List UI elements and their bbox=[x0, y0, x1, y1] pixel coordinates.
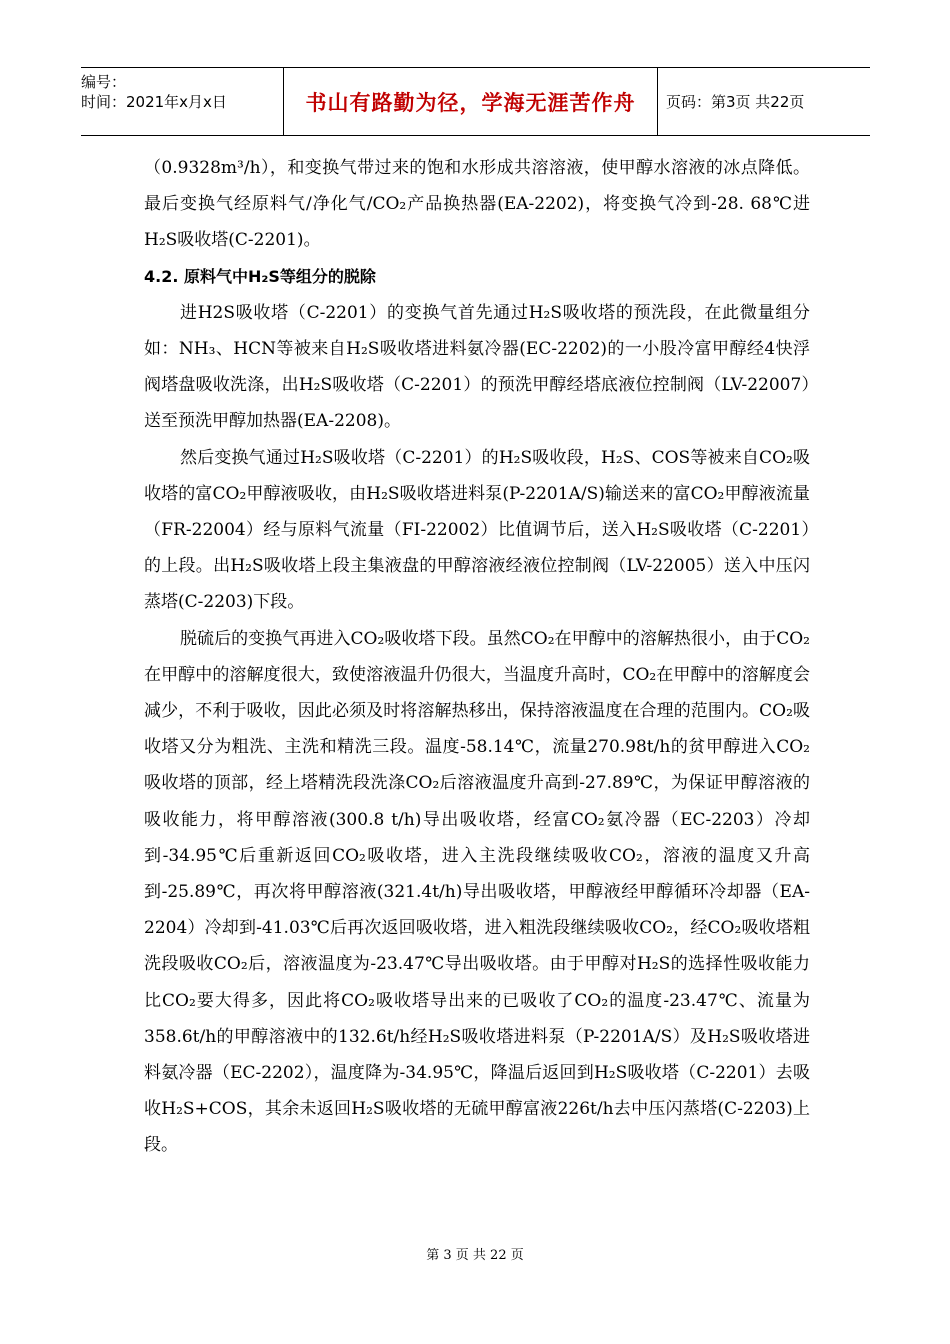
header-page-info: 页码：第3页 共22页 bbox=[666, 93, 805, 111]
paragraph-4: 脱硫后的变换气再进入CO₂吸收塔下段。虽然CO₂在甲醇中的溶解热很小，由于CO₂在甲醇中的溶解度很大，致使溶液温升仍很大，当温度升高时，CO₂在甲醇中的溶解度会减少，不利于吸收，因此必须及时将溶解热移出，保持溶液温度在合理的范围内。CO₂吸收塔又分为粗洗、主洗和精洗三段。温度-58.14℃，流量270.98t/h的贫甲醇进入CO₂吸收塔的顶部，经上塔精洗段洗涤CO₂后溶液温度升高到-27.89℃，为保证甲醇溶液的吸收能力，将甲醇溶液(300.8 t/h)导出吸收塔，经富CO₂氨冷器（EC-2203）冷却到-34.95℃后重新返回CO₂吸收塔，进入主洗段继续吸收CO₂，溶液的温度又升高到-25.89℃，再次将甲醇溶液(321.4t/h)导出吸收塔，甲醇液经甲醇循环冷却器（EA-2204）冷却到-41.03℃后再次返回吸收塔，进入粗洗段继续吸收CO₂，经CO₂吸收塔粗洗段吸收CO₂后，溶液温度为-23.47℃导出吸收塔。由于甲醇对H₂S的选择性吸收能力比CO₂要大得多，因此将CO₂吸收塔导出来的已吸收了CO₂的温度-23.47℃、流量为358.6t/h的甲醇溶液中的132.6t/h经H₂S吸收塔进料泵（P-2201A/S）及H₂S吸收塔进料氨冷器（EC-2202），温度降为-34.95℃，降温后返回到H₂S吸收塔（C-2201）去吸收H₂S+COS，其余未返回H₂S吸收塔的无硫甲醇富液226t/h去中压闪蒸塔(C-2203)上段。 bbox=[144, 628, 810, 1156]
section-heading-4-2: 4.2. 原料气中H₂S等组分的脱除 bbox=[144, 266, 376, 286]
paragraph-2: 进H2S吸收塔（C-2201）的变换气首先通过H₂S吸收塔的预洗段，在此微量组分如：NH₃、HCN等被来自H₂S吸收塔进料氨冷器(EC-2202)的一小股冷富甲醇经4快浮阀塔盘吸收洗涤，出H₂S吸收塔（C-2201）的预洗甲醇经塔底液位控制阀（LV-22007）送至预洗甲醇加热器(EA-2208)。 bbox=[144, 302, 810, 432]
page-footer: 第 3 页 共 22 页 bbox=[426, 1248, 524, 1263]
document-number-label: 编号： bbox=[81, 73, 127, 91]
paragraph-3: 然后变换气通过H₂S吸收塔（C-2201）的H₂S吸收段，H₂S、COS等被来自CO₂吸收塔的富CO₂甲醇液吸收，由H₂S吸收塔进料泵(P-2201A/S)输送来的富CO₂甲醇液流量（FR-22004）经与原料气流量（FI-22002）比值调节后，送入H₂S吸收塔（C-2201）的上段。出H₂S吸收塔上段主集液盘的甲醇溶液经液位控制阀（LV-22005）送入中压闪蒸塔(C-2203)下段。 bbox=[144, 447, 810, 613]
header-meta bbox=[81, 68, 284, 135]
document-body bbox=[144, 150, 810, 1164]
paragraph-1: （0.9328m³/h），和变换气带过来的饱和水形成共溶溶液，使甲醇水溶液的冰点降低。最后变换气经原料气/净化气/CO₂产品换热器(EA-2202)，将变换气冷到-28. 68℃进H₂S吸收塔(C-2201)。 bbox=[144, 158, 810, 251]
page-header bbox=[81, 67, 870, 136]
document-time-label: 时间：2021年x月x日 bbox=[81, 93, 227, 111]
header-motto: 书山有路勤为径，学海无涯苦作舟 bbox=[284, 68, 658, 135]
